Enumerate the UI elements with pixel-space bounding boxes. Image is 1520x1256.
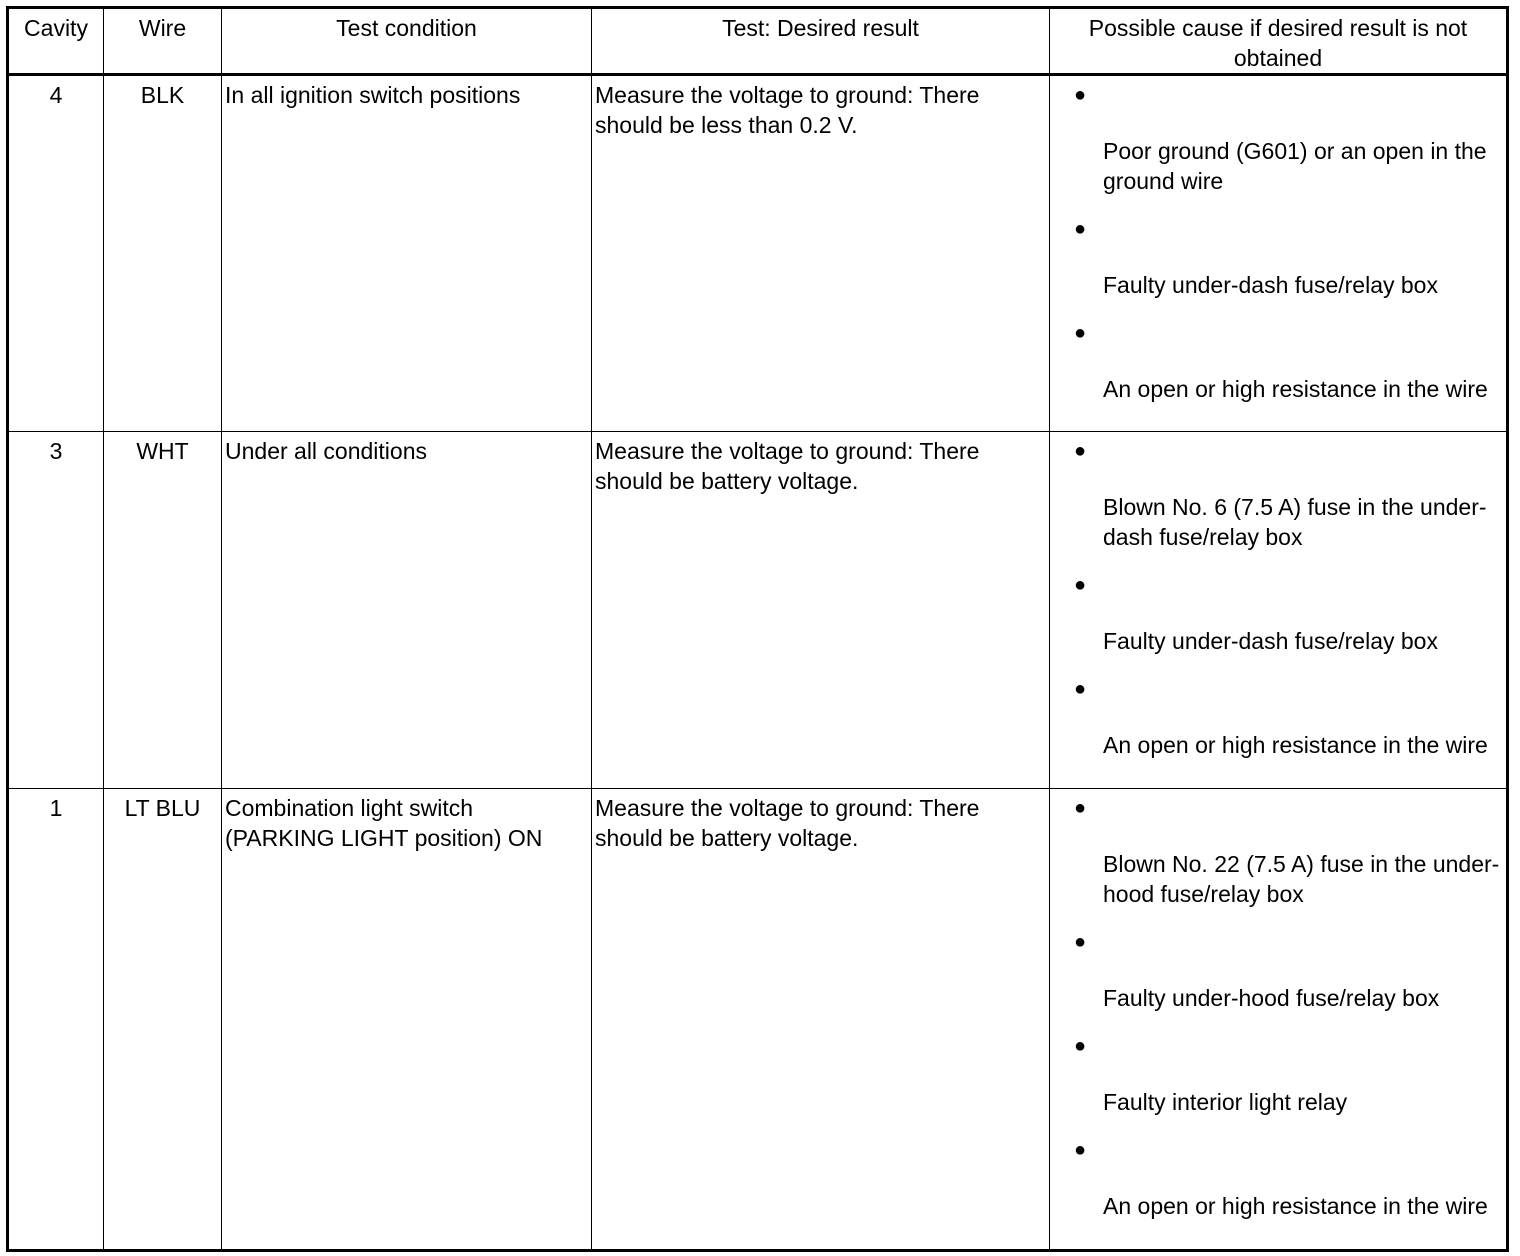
cause-text: An open or high resistance in the wire [1103,376,1488,402]
cause-item [1053,927,1503,1031]
bullet-icon: ● [1074,574,1087,596]
header-wire: Wire [104,8,222,75]
bullet-icon: ● [1074,218,1087,240]
test-condition-cell: Under all conditions [222,432,592,789]
cavity-cell: 1 [8,789,104,1251]
header-test-condition: Test condition [222,8,592,75]
header-possible-cause: Possible cause if desired result is not obtained [1050,8,1508,75]
cause-text: Faulty under-dash fuse/relay box [1103,272,1438,298]
wire-cell: BLK [104,75,222,432]
table-row [8,432,1508,789]
cause-text: Faulty under-hood fuse/relay box [1103,985,1440,1011]
cavity-cell: 3 [8,432,104,789]
wire-cell: LT BLU [104,789,222,1251]
cause-item [1053,436,1503,570]
possible-cause-cell [1050,789,1508,1251]
cavity-cell: 4 [8,75,104,432]
bullet-icon: ● [1074,1139,1087,1161]
bullet-icon: ● [1074,84,1087,106]
diagnostic-table [6,6,1509,1252]
cause-text: Faulty under-dash fuse/relay box [1103,628,1438,654]
cause-item [1053,1135,1503,1239]
cause-text: An open or high resistance in the wire [1103,732,1488,758]
header-row [8,8,1508,75]
cause-text: Blown No. 22 (7.5 A) fuse in the under-hood fuse/relay box [1103,851,1500,907]
table-row [8,789,1508,1251]
header-cavity: Cavity [8,8,104,75]
cause-item [1053,1031,1503,1135]
header-desired-result: Test: Desired result [592,8,1050,75]
cause-text: Poor ground (G601) or an open in the ground wire [1103,138,1487,194]
table-row [8,75,1508,432]
cause-item [1053,214,1503,318]
cause-text: Blown No. 6 (7.5 A) fuse in the under-dash fuse/relay box [1103,494,1487,550]
cause-list [1053,436,1503,778]
bullet-icon: ● [1074,678,1087,700]
cause-item [1053,793,1503,927]
wire-cell: WHT [104,432,222,789]
cause-item [1053,80,1503,214]
test-condition-cell: Combination light switch (PARKING LIGHT position) ON [222,789,592,1251]
bullet-icon: ● [1074,797,1087,819]
possible-cause-cell [1050,432,1508,789]
cause-item [1053,318,1503,422]
possible-cause-cell [1050,75,1508,432]
bullet-icon: ● [1074,322,1087,344]
cause-item [1053,674,1503,778]
bullet-icon: ● [1074,440,1087,462]
desired-result-cell: Measure the voltage to ground: There should be battery voltage. [592,432,1050,789]
cause-item [1053,570,1503,674]
bullet-icon: ● [1074,1035,1087,1057]
desired-result-cell: Measure the voltage to ground: There should be battery voltage. [592,789,1050,1251]
cause-list [1053,793,1503,1239]
bullet-icon: ● [1074,931,1087,953]
cause-list [1053,80,1503,422]
test-condition-cell: In all ignition switch positions [222,75,592,432]
cause-text: An open or high resistance in the wire [1103,1193,1488,1219]
cause-text: Faulty interior light relay [1103,1089,1348,1115]
desired-result-cell: Measure the voltage to ground: There should be less than 0.2 V. [592,75,1050,432]
